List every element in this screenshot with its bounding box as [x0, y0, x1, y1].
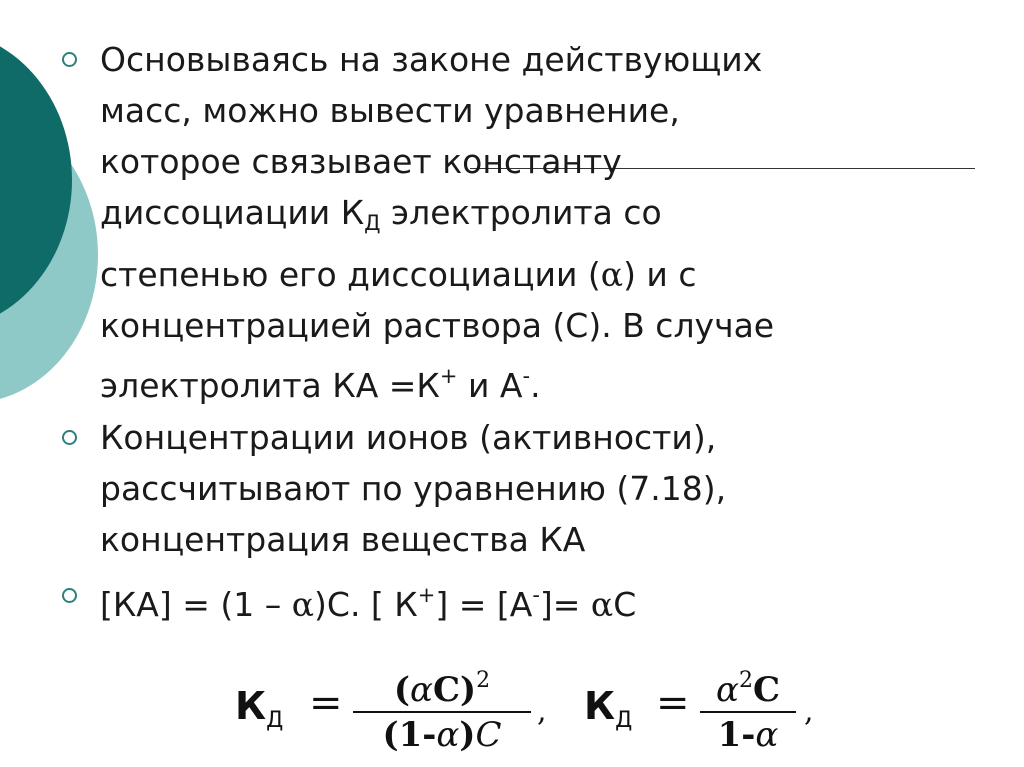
- bullet-circle-icon: [62, 430, 77, 445]
- text-line: ) и с: [623, 255, 697, 294]
- bullet-item-3: [62, 570, 1002, 630]
- text-line: которое связывает константу: [100, 142, 622, 181]
- text-line: .: [530, 366, 541, 405]
- alpha-symbol: α: [600, 255, 624, 294]
- denominator: (1-α)C: [353, 711, 531, 757]
- text-line: степенью его диссоциации (: [100, 255, 601, 294]
- fraction: [700, 660, 796, 757]
- text-part: ] = [А: [435, 585, 533, 624]
- equals-sign: =: [656, 680, 690, 726]
- comma: ,: [537, 694, 547, 729]
- bullet-circle-icon: [62, 588, 77, 603]
- text-part: )С. [ К: [314, 585, 418, 624]
- superscript-minus: -: [522, 364, 531, 388]
- equals-sign: =: [309, 680, 343, 726]
- superscript-plus: +: [439, 364, 458, 388]
- text-part: [КА] = (1 –: [100, 585, 292, 624]
- kd-symbol: $К_Д$: [584, 684, 633, 733]
- superscript-minus: -: [532, 583, 540, 607]
- text-part: ]=: [539, 585, 591, 624]
- bullet-item-2: [62, 412, 1002, 565]
- bullet-list: [62, 34, 1002, 630]
- text-line: рассчитывают по уравнению (7.18),: [100, 469, 727, 508]
- bullet-item-1: [62, 34, 1002, 411]
- alpha-symbol: α: [291, 585, 315, 624]
- text-line: диссоциации К: [100, 193, 365, 232]
- fraction: [353, 660, 531, 757]
- superscript-plus: +: [417, 583, 436, 607]
- alpha-symbol: α: [590, 585, 614, 624]
- text-part: С: [613, 585, 637, 624]
- comma: ,: [804, 694, 814, 729]
- numerator: $\alpha^2C$: [715, 668, 781, 710]
- kd-symbol: $К_Д$: [235, 684, 284, 733]
- denominator: 1-α: [700, 711, 796, 757]
- text-line: электролита КА =К: [100, 366, 440, 405]
- text-line: Основываясь на законе действующих: [100, 40, 763, 79]
- bullet-circle-icon: [62, 52, 77, 67]
- text-line: электролита со: [380, 193, 662, 232]
- text-line: концентрация вещества КА: [100, 520, 586, 559]
- text-line: масс, можно вывести уравнение,: [100, 91, 680, 130]
- subscript-d: Д: [364, 211, 381, 235]
- text-line: концентрацией раствора (С). В случае: [100, 306, 775, 345]
- text-line: Концентрации ионов (активности),: [100, 418, 717, 457]
- text-line: и А: [457, 366, 523, 405]
- numerator: $(\alpha C)^2$: [393, 668, 491, 710]
